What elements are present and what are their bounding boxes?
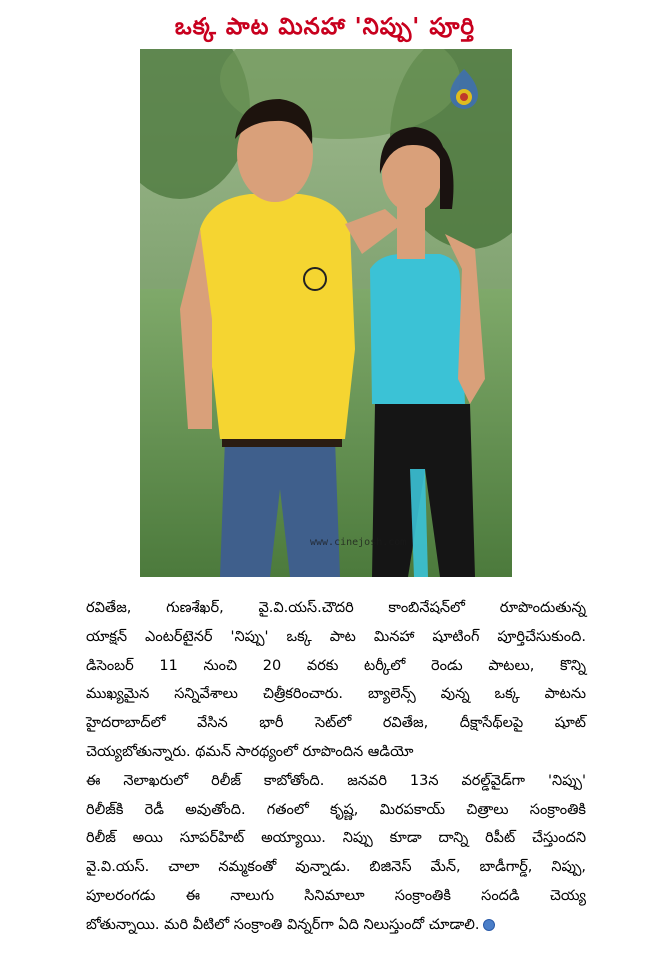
article-line: రవితేజ, గుణశేఖర్, వై.వి.యస్.చౌదరి కాంబినేషన్‌లో రూపొందుతున్న (86, 600, 586, 616)
article-line-text: బోతున్నాయి. మరి వీటిలో సంక్రాంతి విన్నర్‌గా ఏది నిలుస్తుందో చూడాలి. (86, 916, 480, 933)
article-line: రిలీజ్‌కి రెడీ అవుతోంది. గతంలో కృష్ణ, మిరపకాయ్ చిత్రాలు సంక్రాంతికి (86, 801, 586, 818)
article-line: వై.వి.యస్. చాలా నమ్మకంతో వున్నాడు. బిజినెస్ మేన్, బాడీగార్డ్, నిప్పు, (86, 859, 586, 876)
small-logo-icon (483, 919, 495, 931)
article-photo (140, 49, 512, 577)
page-title: ఒక్క పాట మినహా 'నిప్పు' పూర్తి (174, 13, 476, 40)
cinejosh-logo-icon (444, 67, 484, 115)
article-line: చెయ్యబోతున్నారు. థమన్ సారథ్యంలో రూపొందిన ఆడియో (86, 743, 414, 760)
man-shirt (200, 194, 355, 439)
article-line: పూలరంగడు ఈ నాలుగు సినిమాలూ సంక్రాంతికి సందడి చెయ్య (86, 887, 586, 904)
article-body (86, 594, 586, 940)
article-line: ముఖ్యమైన సన్నివేశాలు చిత్రీకరించారు. బ్యాలెన్స్ వున్న ఒక్క పాటను (86, 686, 586, 703)
woman-top (370, 254, 465, 404)
headline-bar (0, 10, 650, 44)
article-line-last (86, 911, 586, 940)
movie-still-illustration (140, 49, 512, 577)
article-line: ఈ నెలాఖరులో రిలీజ్ కాబోతోంది. జనవరి 13న వరల్డ్‌వైడ్‌గా 'నిప్పు' (86, 772, 586, 789)
article-line: డిసెంబర్ 11 నుంచి 20 వరకు టర్కీలో రెండు పాటలు, కొన్ని (86, 657, 586, 674)
article-line: హైదరాబాద్‌లో వేసిన భారీ సెట్‌లో రవితేజ, దీక్షాసేథ్‌లపై షూట్ (86, 715, 586, 732)
article-line: రిలీజ్ అయి సూపర్‌హిట్ అయ్యాయి. నిప్పు కూడా దాన్ని రిపీట్ చేస్తుందని (86, 830, 586, 847)
article-line: యాక్షన్ ఎంటర్‌టైనర్ 'నిప్పు' ఒక్క పాట మినహా షూటింగ్ పూర్తిచేసుకుంది. (86, 628, 586, 645)
photo-watermark: www.cinejosh.com (310, 537, 407, 548)
